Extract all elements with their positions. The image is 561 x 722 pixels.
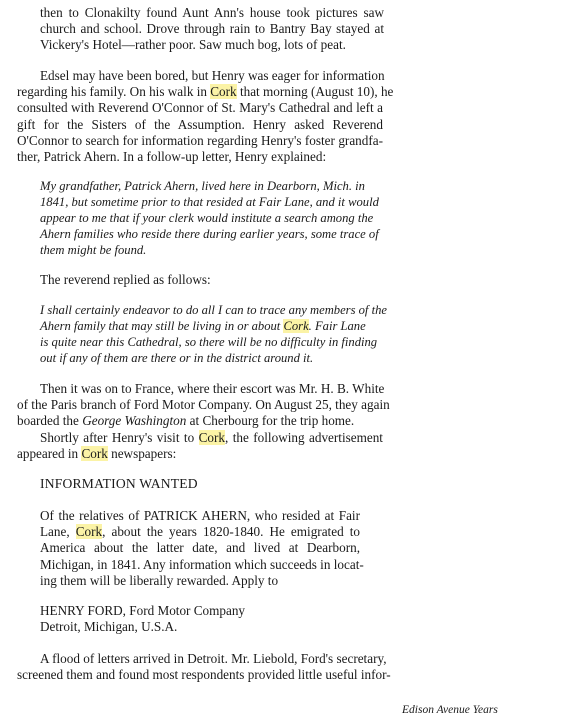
quote-line: them might be found. [40,243,147,257]
search-highlight: Cork [75,524,103,540]
text-line: Edsel may have been bored, but Henry was eager for information [40,68,385,83]
text-line: Shortly after Henry's visit to Cork, the following advertisement [40,429,383,445]
paragraph-france [17,381,390,462]
text-line: church and school. Drove through rain to Bantry Bay stayed at [40,21,384,37]
advertisement-text [40,508,364,589]
text-line: Vickery's Hotel—rather poor. Saw much bog, lots of peat. [40,37,346,53]
text-line: boarded the George Washington at Cherbourg for the trip home. [17,413,355,429]
search-highlight: Cork [198,429,225,445]
text-line: Detroit, Michigan, U.S.A. [40,619,178,635]
text-line: appeared in Cork newspapers: [17,445,177,461]
text-line: Michigan, in 1841. Any information which succeeds in locat- [40,556,364,572]
address-block [40,603,384,635]
text-line: screened them and found most respondents provided little useful infor- [17,667,391,683]
text-line: of the Paris branch of Ford Motor Company. On August 25, they again [17,397,390,413]
text-line: Lane, Cork, about the years 1820-1840. He emigrated to [40,524,360,540]
text-line: Of the relatives of PATRICK AHERN, who resided at Fair [40,508,360,523]
block-quote-reply [40,302,387,366]
text-line: gift for the Sisters of the Assumption. Henry asked Reverend [17,116,383,132]
text-line: Then it was on to France, where their escort was Mr. H. B. White [40,381,385,396]
block-quote-letter [40,178,379,258]
text-line: O'Connor to search for information regarding Henry's foster grandfa- [17,132,383,148]
quote-line: Ahern family that may still be living in or about Cork. Fair Lane [40,319,366,333]
paragraph-edsel [17,68,394,165]
quote-line: is quite near this Cathedral, so there will be no difficulty in finding [40,335,378,349]
text-line: The reverend replied as follows: [40,272,211,287]
text-line: regarding his family. On his walk in Cork that morning (August 10), he [17,84,394,100]
quote-line: appear to me that if your clerk would institute a search among the [40,211,374,225]
text-line: then to Clonakilty found Aunt Ann's house took pictures saw [40,5,384,20]
quote-line: My grandfather, Patrick Ahern, lived here in Dearborn, Mich. in [40,179,365,193]
search-highlight: Cork [210,84,237,100]
search-highlight: Cork [283,319,309,333]
text-line: ther, Patrick Ahern. In a follow-up letter, Henry explained: [17,149,327,165]
quote-line: Ahern families who reside there during earlier years, some trace of [40,227,379,241]
text-line: A flood of letters arrived in Detroit. Mr. Liebold, Ford's secretary, [40,651,387,666]
text-line: HENRY FORD, Ford Motor Company [40,603,246,618]
search-highlight: Cork [81,445,108,461]
reply-intro [40,272,384,288]
text-line: consulted with Reverend O'Connor of St. Mary's Cathedral and left a [17,100,383,116]
running-footer: Edison Avenue Years [402,704,498,716]
ad-heading: INFORMATION WANTED [40,476,198,491]
text-line: America about the latter date, and lived at Dearborn, [40,540,360,556]
quote-line: I shall certainly endeavor to do all I can to trace any members of the [40,303,387,317]
quote-line: 1841, but sometime prior to that resided at Fair Lane, and it would [40,195,379,209]
ship-name: George Washington [82,413,187,429]
text-line: ing them will be liberally rewarded. Apply to [40,572,279,588]
quote-line: out if any of them are there or in the district around it. [40,351,314,365]
paragraph-letters [17,651,391,683]
diary-excerpt [40,5,384,54]
